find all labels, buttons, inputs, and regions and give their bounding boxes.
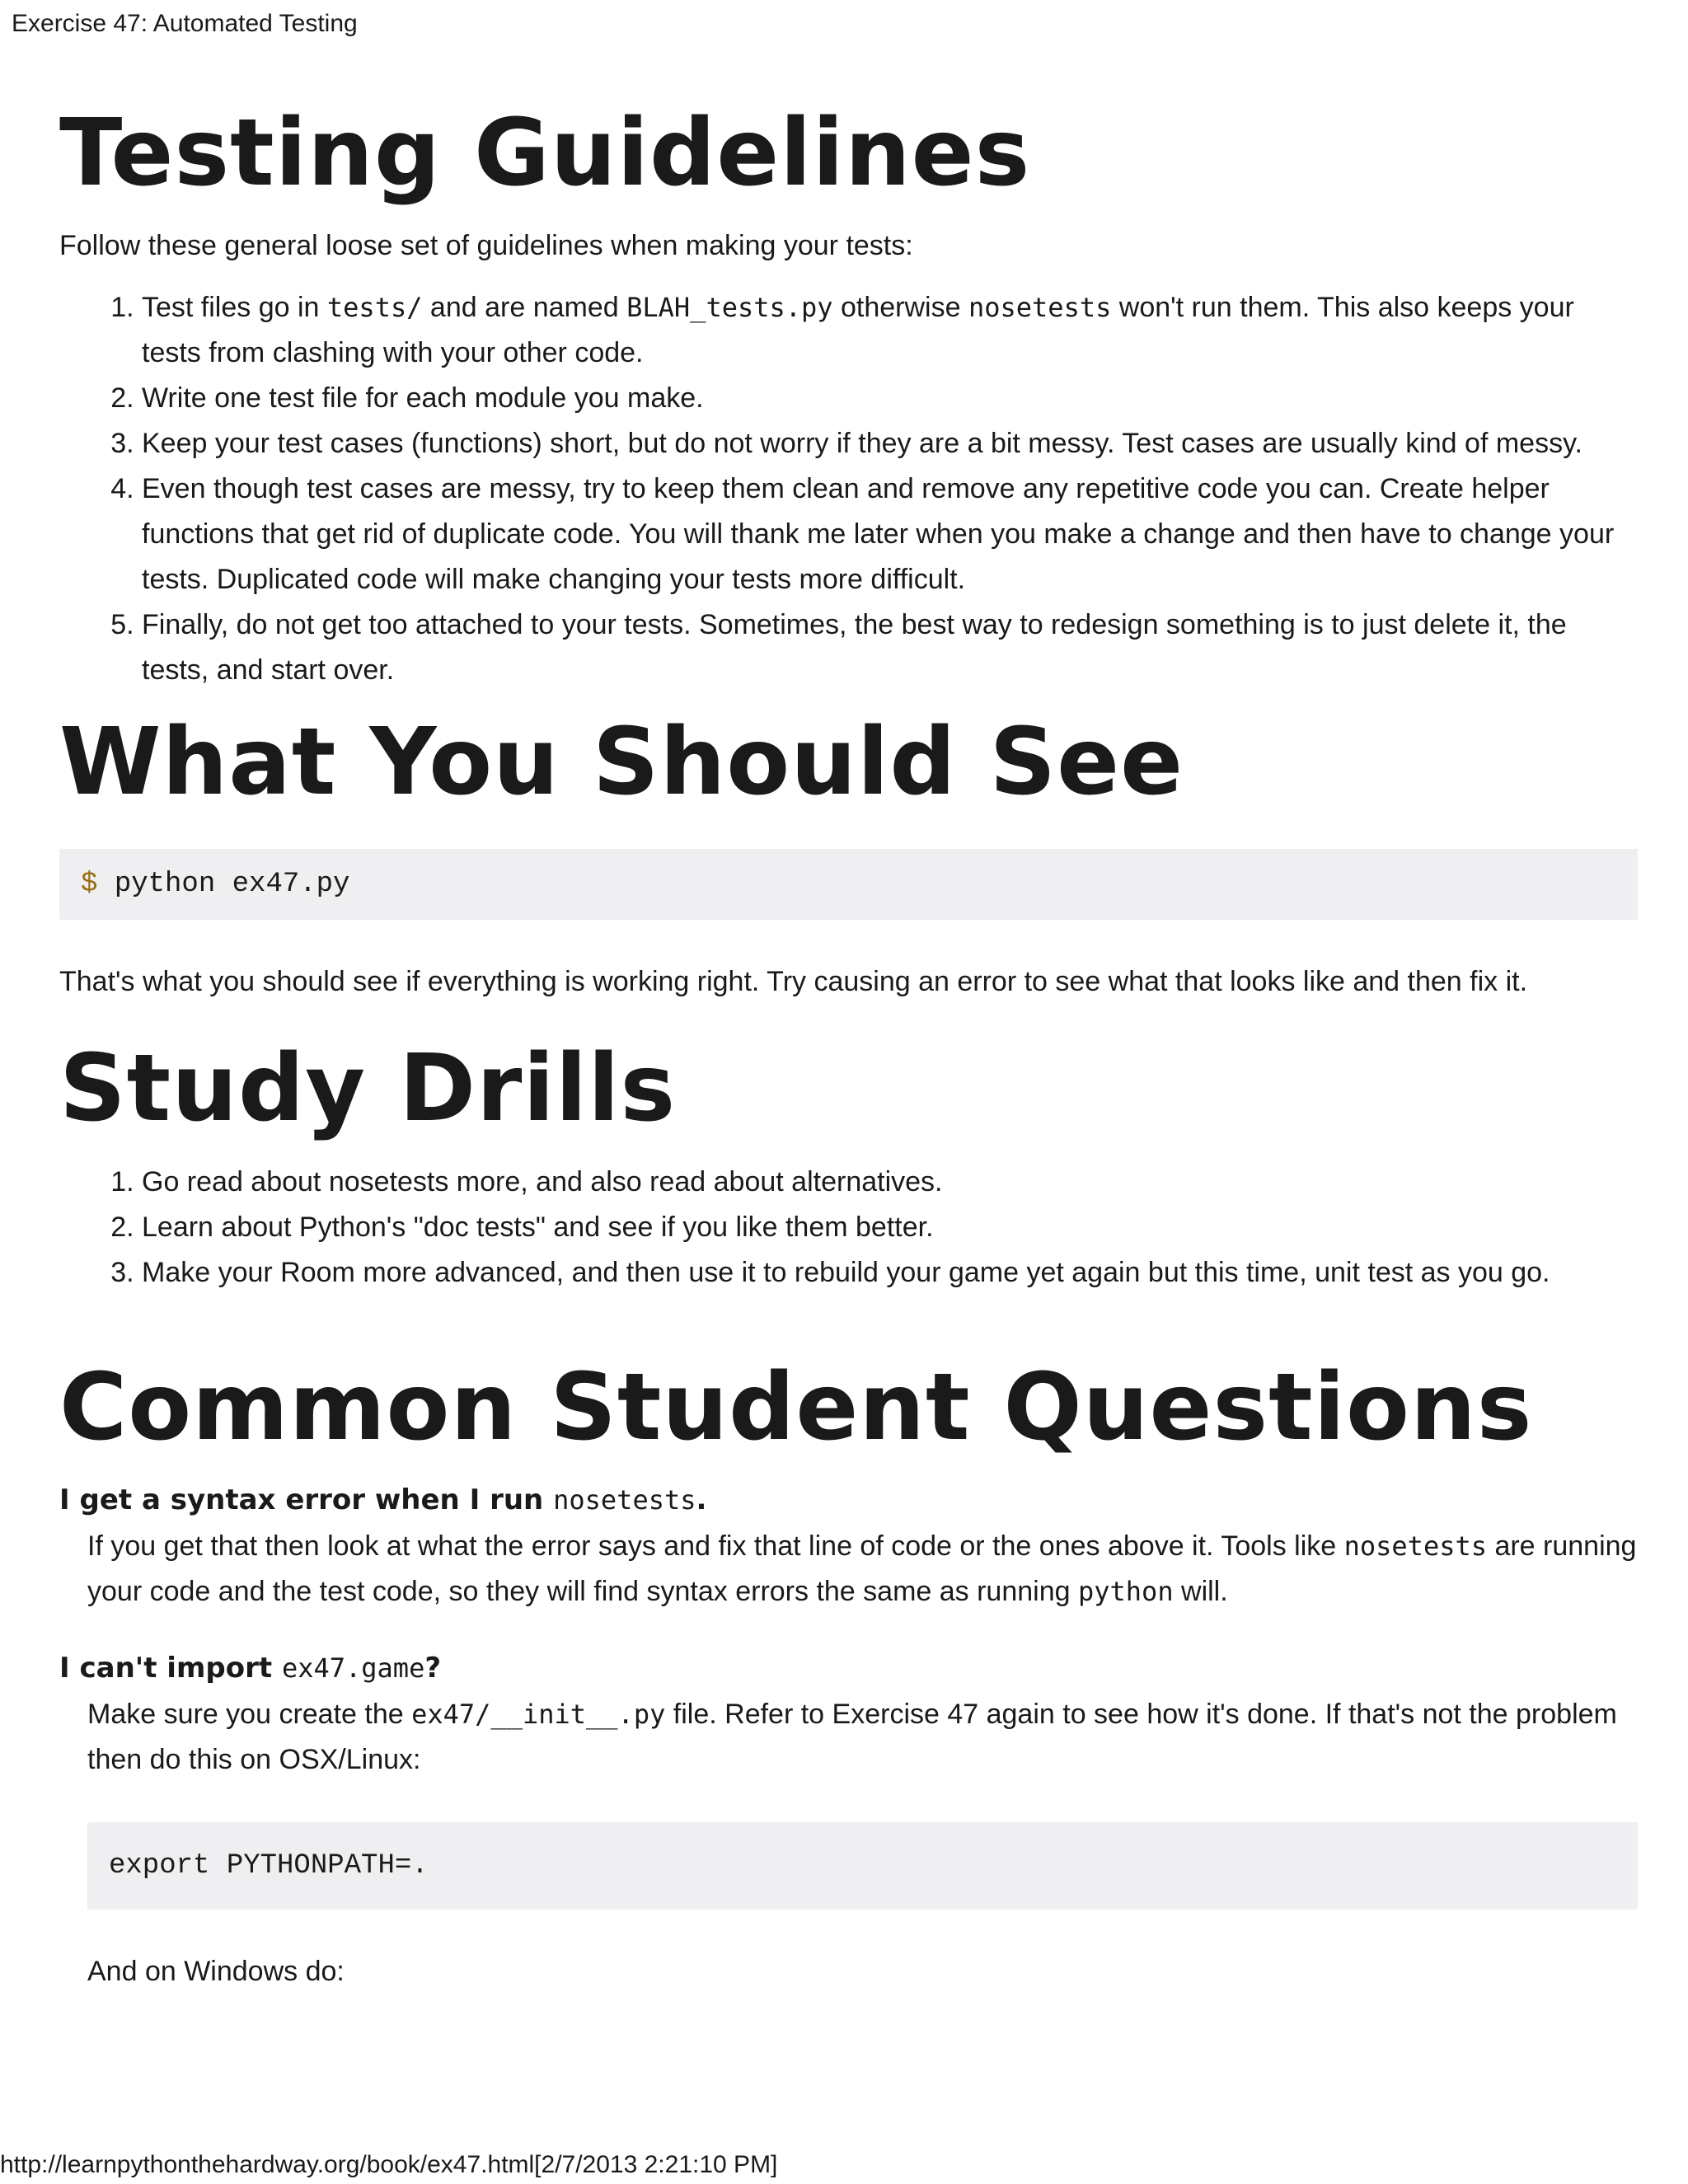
item-text: and are named xyxy=(422,291,627,323)
heading-study-drills: Study Drills xyxy=(59,1034,677,1142)
list-item: 2. Learn about Python's "doc tests" and see if you like them better. xyxy=(142,1205,1638,1250)
question-text: I can't import xyxy=(59,1652,282,1685)
answer-text: will. xyxy=(1173,1576,1228,1608)
question-text: I get a syntax error when I run xyxy=(59,1483,554,1517)
list-item xyxy=(142,285,1638,376)
page-content xyxy=(59,92,1638,1994)
see-explanation: That's what you should see if everything is working right. Try causing an error to see what that looks like and then fix it. xyxy=(59,965,1528,997)
question-text: . xyxy=(696,1483,707,1517)
answer-paragraph xyxy=(87,1524,1638,1615)
list-item: 5. Finally, do not get too attached to your tests. Sometimes, the best way to redesign something is to just delete it, the tests, and start over. xyxy=(142,602,1638,693)
list-item: 2. Write one test file for each module you make. xyxy=(142,376,1638,421)
answer-text: Make sure you create the xyxy=(87,1699,412,1731)
answer-text: If you get that then look at what the error says and fix that line of code or the ones above it. Tools like xyxy=(87,1530,1344,1563)
code-block-export: export PYTHONPATH=. xyxy=(87,1822,1638,1910)
item-text: Test files go in xyxy=(142,291,327,323)
windows-instruction: And on Windows do: xyxy=(87,1956,345,1988)
page-header: Exercise 47: Automated Testing xyxy=(12,10,358,37)
list-item: 3. Keep your test cases (functions) short, but do not worry if they are a bit messy. Test cases are usually kind of messy. xyxy=(142,421,1638,466)
page-footer-url: http://learnpythonthehardway.org/book/ex47.html[2/7/2013 2:21:10 PM] xyxy=(0,2151,778,2178)
heading-what-you-should-see: What You Should See xyxy=(59,708,1184,816)
drills-list xyxy=(59,1160,1638,1296)
answer-paragraph xyxy=(87,1692,1638,1783)
list-item: 3. Make your Room more advanced, and then use it to rebuild your game yet again but this time, unit test as you go. xyxy=(142,1250,1638,1296)
inline-code: ex47.game xyxy=(281,1652,425,1685)
answer-text: file. Refer to Exercise 47 again to see how it's done. If that's not the problem then do this on OSX/Linux: xyxy=(87,1699,1617,1776)
question-text: ? xyxy=(424,1652,442,1685)
question-title xyxy=(59,1647,1638,1689)
item-text: won't run them. This also keeps your tests from clashing with your other code. xyxy=(142,291,1574,368)
inline-code: BLAH_tests.py xyxy=(626,291,833,323)
inline-code: nosetests xyxy=(1343,1530,1487,1563)
guidelines-list xyxy=(59,285,1638,693)
list-item: 4. Even though test cases are messy, try to keep them clean and remove any repetitive code you can. Create helper functions that get rid of duplicate code. You will thank me later when you make a change and then have to change your tests. Duplicated code will make changing your tests more difficult. xyxy=(142,466,1638,602)
inline-code: nosetests xyxy=(553,1484,696,1516)
code-block-command xyxy=(59,849,1638,920)
answer-text: are running your code and the test code, so they will find syntax errors the same as running xyxy=(87,1530,1637,1608)
inline-code: tests/ xyxy=(326,291,423,323)
heading-common-student-questions: Common Student Questions xyxy=(59,1354,1533,1462)
inline-code: python xyxy=(1077,1576,1174,1608)
inline-code: nosetests xyxy=(968,291,1112,323)
question-title xyxy=(59,1479,1638,1521)
guidelines-intro: Follow these general loose set of guidelines when making your tests: xyxy=(59,229,913,261)
inline-code: ex47/__init__.py xyxy=(411,1699,666,1731)
answer xyxy=(87,1692,1638,1994)
item-text: otherwise xyxy=(832,291,968,323)
shell-prompt: $ xyxy=(81,868,98,900)
list-item: 1. Go read about nosetests more, and also read about alternatives. xyxy=(142,1160,1638,1205)
heading-testing-guidelines: Testing Guidelines xyxy=(59,100,1031,207)
command-text: python ex47.py xyxy=(114,868,350,900)
answer xyxy=(87,1524,1638,1615)
